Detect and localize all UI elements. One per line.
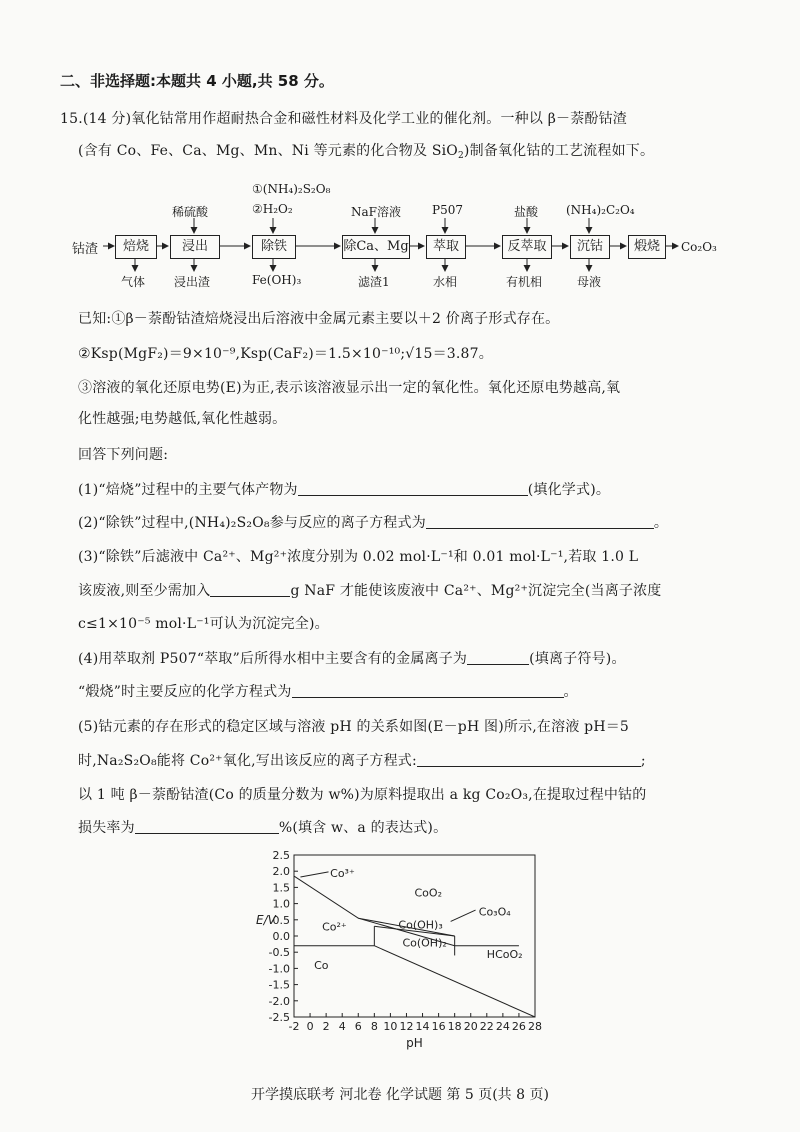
region-label: CoO₂ — [414, 886, 442, 900]
answer-blank-5b[interactable] — [135, 819, 279, 834]
x-tick-label: 4 — [338, 1020, 346, 1033]
x-tick-label: 24 — [495, 1020, 510, 1033]
known-1: 已知:①β－萘酚钴渣焙烧浸出后溶液中金属元素主要以＋2 价离子形式存在。 — [78, 311, 560, 327]
y-axis-label: E/V — [256, 912, 276, 927]
x-tick-label: 14 — [415, 1020, 430, 1033]
page-footer: 开学摸底联考 河北卷 化学试题 第 5 页(共 8 页) — [251, 1087, 549, 1103]
answer-blank-4b[interactable] — [292, 683, 564, 698]
flow-step-cobalt-precipitation: 沉钴 — [570, 235, 610, 259]
y-tick-label: -1.5 — [268, 978, 290, 992]
y-tick-label: 0.0 — [272, 930, 290, 943]
x-tick-label: 6 — [354, 1020, 362, 1033]
flow-step-ca-mg-removal: 除Ca、Mg — [342, 235, 410, 259]
co3-pointer — [300, 872, 328, 877]
flow-output-aqueous-phase: 水相 — [433, 275, 458, 289]
region-label: Co²⁺ — [322, 920, 347, 934]
x-tick-label: 22 — [479, 1020, 494, 1033]
region-label: Co(OH)₃ — [398, 918, 443, 932]
x-tick-label: 8 — [370, 1020, 378, 1033]
answer-blank-4a[interactable] — [467, 650, 529, 665]
region-label: Co — [314, 959, 329, 973]
question-15-intro-cont: (含有 Co、Fe、Ca、Mg、Mn、Ni 等元素的化合物及 SiO$_2$)制备氧化钴的工艺流程如下。 — [78, 143, 655, 161]
e-ph-chart — [230, 845, 560, 1060]
part-1: (1)“焙烧”过程中的主要气体产物为 (填化学式)。 — [78, 482, 611, 498]
flow-step-back-extraction: 反萃取 — [502, 235, 552, 259]
x-tick-label: 2 — [322, 1020, 330, 1033]
answer-prompt: 回答下列问题: — [78, 447, 169, 463]
co3o4-pointer — [451, 910, 476, 921]
flow-input-oxalate: (NH₄)₂C₂O₄ — [566, 203, 635, 217]
flow-start: 钴渣 — [72, 242, 99, 257]
answer-blank-1[interactable] — [298, 481, 528, 496]
x-tick-label: -2 — [288, 1020, 300, 1033]
question-15-intro: 15.(14 分)氧化钴常用作超耐热合金和磁性材料及化学工业的催化剂。一种以 β－萘酚钴渣 — [60, 111, 627, 127]
region-label: Co(OH)₂ — [402, 936, 447, 950]
y-tick-label: 0.5 — [272, 913, 290, 927]
flow-input-hcl: 盐酸 — [514, 205, 539, 219]
y-tick-label: -2.0 — [268, 994, 290, 1008]
x-tick-label: 12 — [399, 1020, 414, 1033]
x-tick-label: 20 — [463, 1020, 478, 1033]
section-title: 二、非选择题:本题共 4 小题,共 58 分。 — [60, 72, 334, 90]
known-2: ②Ksp(MgF₂)＝9×10⁻⁹,Ksp(CaF₂)＝1.5×10⁻¹⁰;√15＝3.87。 — [78, 346, 493, 362]
x-tick-label: 16 — [431, 1020, 446, 1033]
flow-input-dilute-h2so4: 稀硫酸 — [172, 205, 209, 219]
flow-input-naf: NaF溶液 — [351, 205, 401, 219]
flow-output-feoh3: Fe(OH)₃ — [252, 273, 302, 287]
flow-output-organic-phase: 有机相 — [506, 275, 543, 289]
region-label: Co³⁺ — [330, 866, 355, 880]
part-5-line-2: 时,Na₂S₂O₈能将 Co²⁺氧化,写出该反应的离子方程式: ; — [78, 753, 646, 769]
part-4-line-1: (4)用萃取剂 P507“萃取”后所得水相中主要含有的金属离子为 (填离子符号)。 — [78, 651, 626, 667]
flow-output-leach-residue: 浸出渣 — [174, 275, 211, 289]
region-label: Co₃O₄ — [478, 905, 511, 919]
answer-blank-5a[interactable] — [417, 752, 641, 767]
flow-step-calcination: 煅烧 — [628, 235, 666, 259]
x-tick-label: 0 — [306, 1020, 314, 1033]
part-5-line-1: (5)钴元素的存在形式的稳定区域与溶液 pH 的关系如图(E－pH 图)所示,在溶液 pH＝5 — [78, 719, 630, 735]
answer-blank-3[interactable] — [210, 582, 290, 597]
known-3-cont: 化性越强;电势越低,氧化性越弱。 — [78, 411, 287, 427]
x-tick-label: 18 — [447, 1020, 462, 1033]
y-tick-label: 2.0 — [272, 865, 290, 879]
y-tick-label: 2.5 — [272, 849, 290, 862]
y-tick-label: -0.5 — [268, 946, 290, 960]
region-label: HCoO₂ — [486, 947, 523, 961]
part-5-line-3: 以 1 吨 β－萘酚钴渣(Co 的质量分数为 w%)为原料提取出 a kg Co₂O₃,在提取过程中钴的 — [78, 787, 647, 803]
x-tick-label: 10 — [383, 1020, 398, 1033]
part-4-line-2: “煅烧”时主要反应的化学方程式为 。 — [78, 684, 578, 700]
flow-end-product: Co₂O₃ — [681, 240, 717, 254]
x-tick-label: 28 — [528, 1020, 542, 1033]
flow-step-extraction: 萃取 — [426, 235, 466, 259]
flow-input-p507: P507 — [432, 203, 463, 217]
flow-input-persulfate: ①(NH₄)₂S₂O₈ — [252, 182, 331, 196]
flow-step-iron-removal: 除铁 — [252, 235, 296, 259]
x-tick-label: 26 — [511, 1020, 526, 1033]
y-tick-label: 1.5 — [272, 881, 290, 895]
part-3-line-2: 该废液,则至少需加入 g NaF 才能使该废液中 Ca²⁺、Mg²⁺沉淀完全(当离子浓度 — [78, 583, 662, 599]
part-2: (2)“除铁”过程中,(NH₄)₂S₂O₈参与反应的离子方程式为 。 — [78, 515, 669, 531]
known-3: ③溶液的氧化还原电势(E)为正,表示该溶液显示出一定的氧化性。氧化还原电势越高,氧 — [78, 380, 621, 396]
flow-input-h2o2: ②H₂O₂ — [252, 202, 293, 216]
part-3-line-3: c≤1×10⁻⁵ mol·L⁻¹可认为沉淀完全)。 — [78, 616, 329, 632]
flow-output-gas: 气体 — [121, 275, 146, 289]
flow-output-mother-liquor: 母液 — [577, 275, 602, 289]
x-axis-label: pH — [406, 1036, 423, 1050]
y-tick-label: -2.5 — [268, 1011, 290, 1024]
y-tick-label: -1.0 — [268, 962, 290, 976]
part-5-line-4: 损失率为 %(填含 w、a 的表达式)。 — [78, 820, 448, 836]
y-tick-label: 1.0 — [272, 897, 290, 911]
flow-output-filter-residue-1: 滤渣1 — [358, 275, 390, 289]
part-3-line-1: (3)“除铁”后滤液中 Ca²⁺、Mg²⁺浓度分别为 0.02 mol·L⁻¹和 0.01 mol·L⁻¹,若取 1.0 L — [78, 549, 639, 565]
flow-step-roasting: 焙烧 — [115, 235, 157, 259]
answer-blank-2[interactable] — [426, 514, 654, 529]
flow-step-leaching: 浸出 — [170, 235, 220, 259]
